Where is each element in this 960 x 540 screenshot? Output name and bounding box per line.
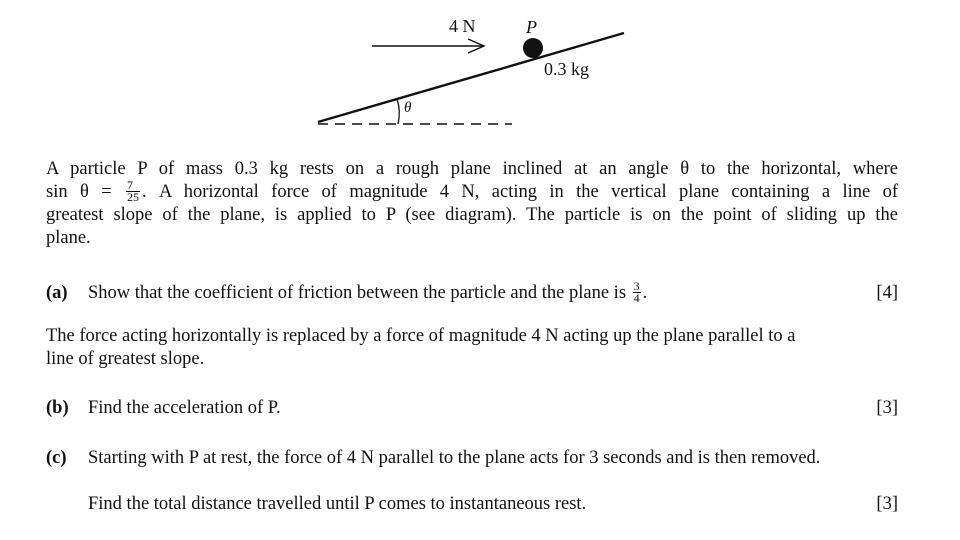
part-a: [46, 279, 898, 306]
part-c-question: [46, 493, 898, 516]
sin-denominator: 25: [127, 190, 140, 205]
intro-line-4: plane.: [46, 228, 91, 249]
part-c: [46, 447, 898, 470]
friction-numerator: 3: [633, 279, 640, 294]
part-c-label: (c): [46, 448, 67, 468]
part-a-text: Show that the coefficient of friction between the particle and the plane is: [88, 283, 627, 303]
part-a-marks: [4]: [876, 283, 898, 303]
part-c-text-2: Find the total distance travelled until P comes to instantaneous rest.: [88, 494, 587, 514]
intro-line-2: [46, 178, 899, 205]
part-a-label: (a): [46, 283, 68, 303]
intro-line-3: greatest slope of the plane, is applied to P (see diagram). The particle is on the point of sliding up the: [46, 205, 898, 226]
force-label: 4 N: [449, 16, 476, 36]
part-c-text: Starting with P at rest, the force of 4 N parallel to the plane acts for 3 seconds and is then removed.: [88, 448, 821, 468]
middle-line-2: line of greatest slope.: [46, 349, 205, 369]
intro-paragraph: [46, 158, 898, 250]
part-b-text: Find the acceleration of P.: [88, 398, 281, 418]
friction-fraction: [633, 281, 641, 304]
angle-label: θ: [404, 100, 412, 116]
friction-denominator: 4: [633, 291, 640, 306]
particle-label: P: [526, 17, 537, 37]
part-c-marks: [3]: [876, 494, 898, 514]
sin-theta-label: sin θ =: [46, 182, 112, 202]
inclined-plane-diagram: [0, 0, 960, 140]
intro-line-2-rest: . A horizontal force of magnitude 4 N, acting in the vertical plane containing a line of: [142, 182, 899, 202]
sin-numerator: 7: [126, 180, 140, 192]
angle-arc: [397, 99, 399, 124]
particle-p: [523, 38, 543, 58]
middle-line-1: The force acting horizontally is replaced by a force of magnitude 4 N acting up the plane parallel to a: [46, 326, 796, 346]
part-a-end: .: [642, 283, 648, 303]
part-b: [46, 397, 898, 420]
middle-paragraph: [46, 325, 898, 371]
sin-fraction: [126, 180, 140, 203]
mass-label: 0.3 kg: [544, 59, 589, 79]
part-b-label: (b): [46, 398, 69, 418]
part-b-marks: [3]: [876, 398, 898, 418]
intro-line-1: A particle P of mass 0.3 kg rests on a rough plane inclined at an angle θ to the horizontal, where: [46, 159, 898, 179]
